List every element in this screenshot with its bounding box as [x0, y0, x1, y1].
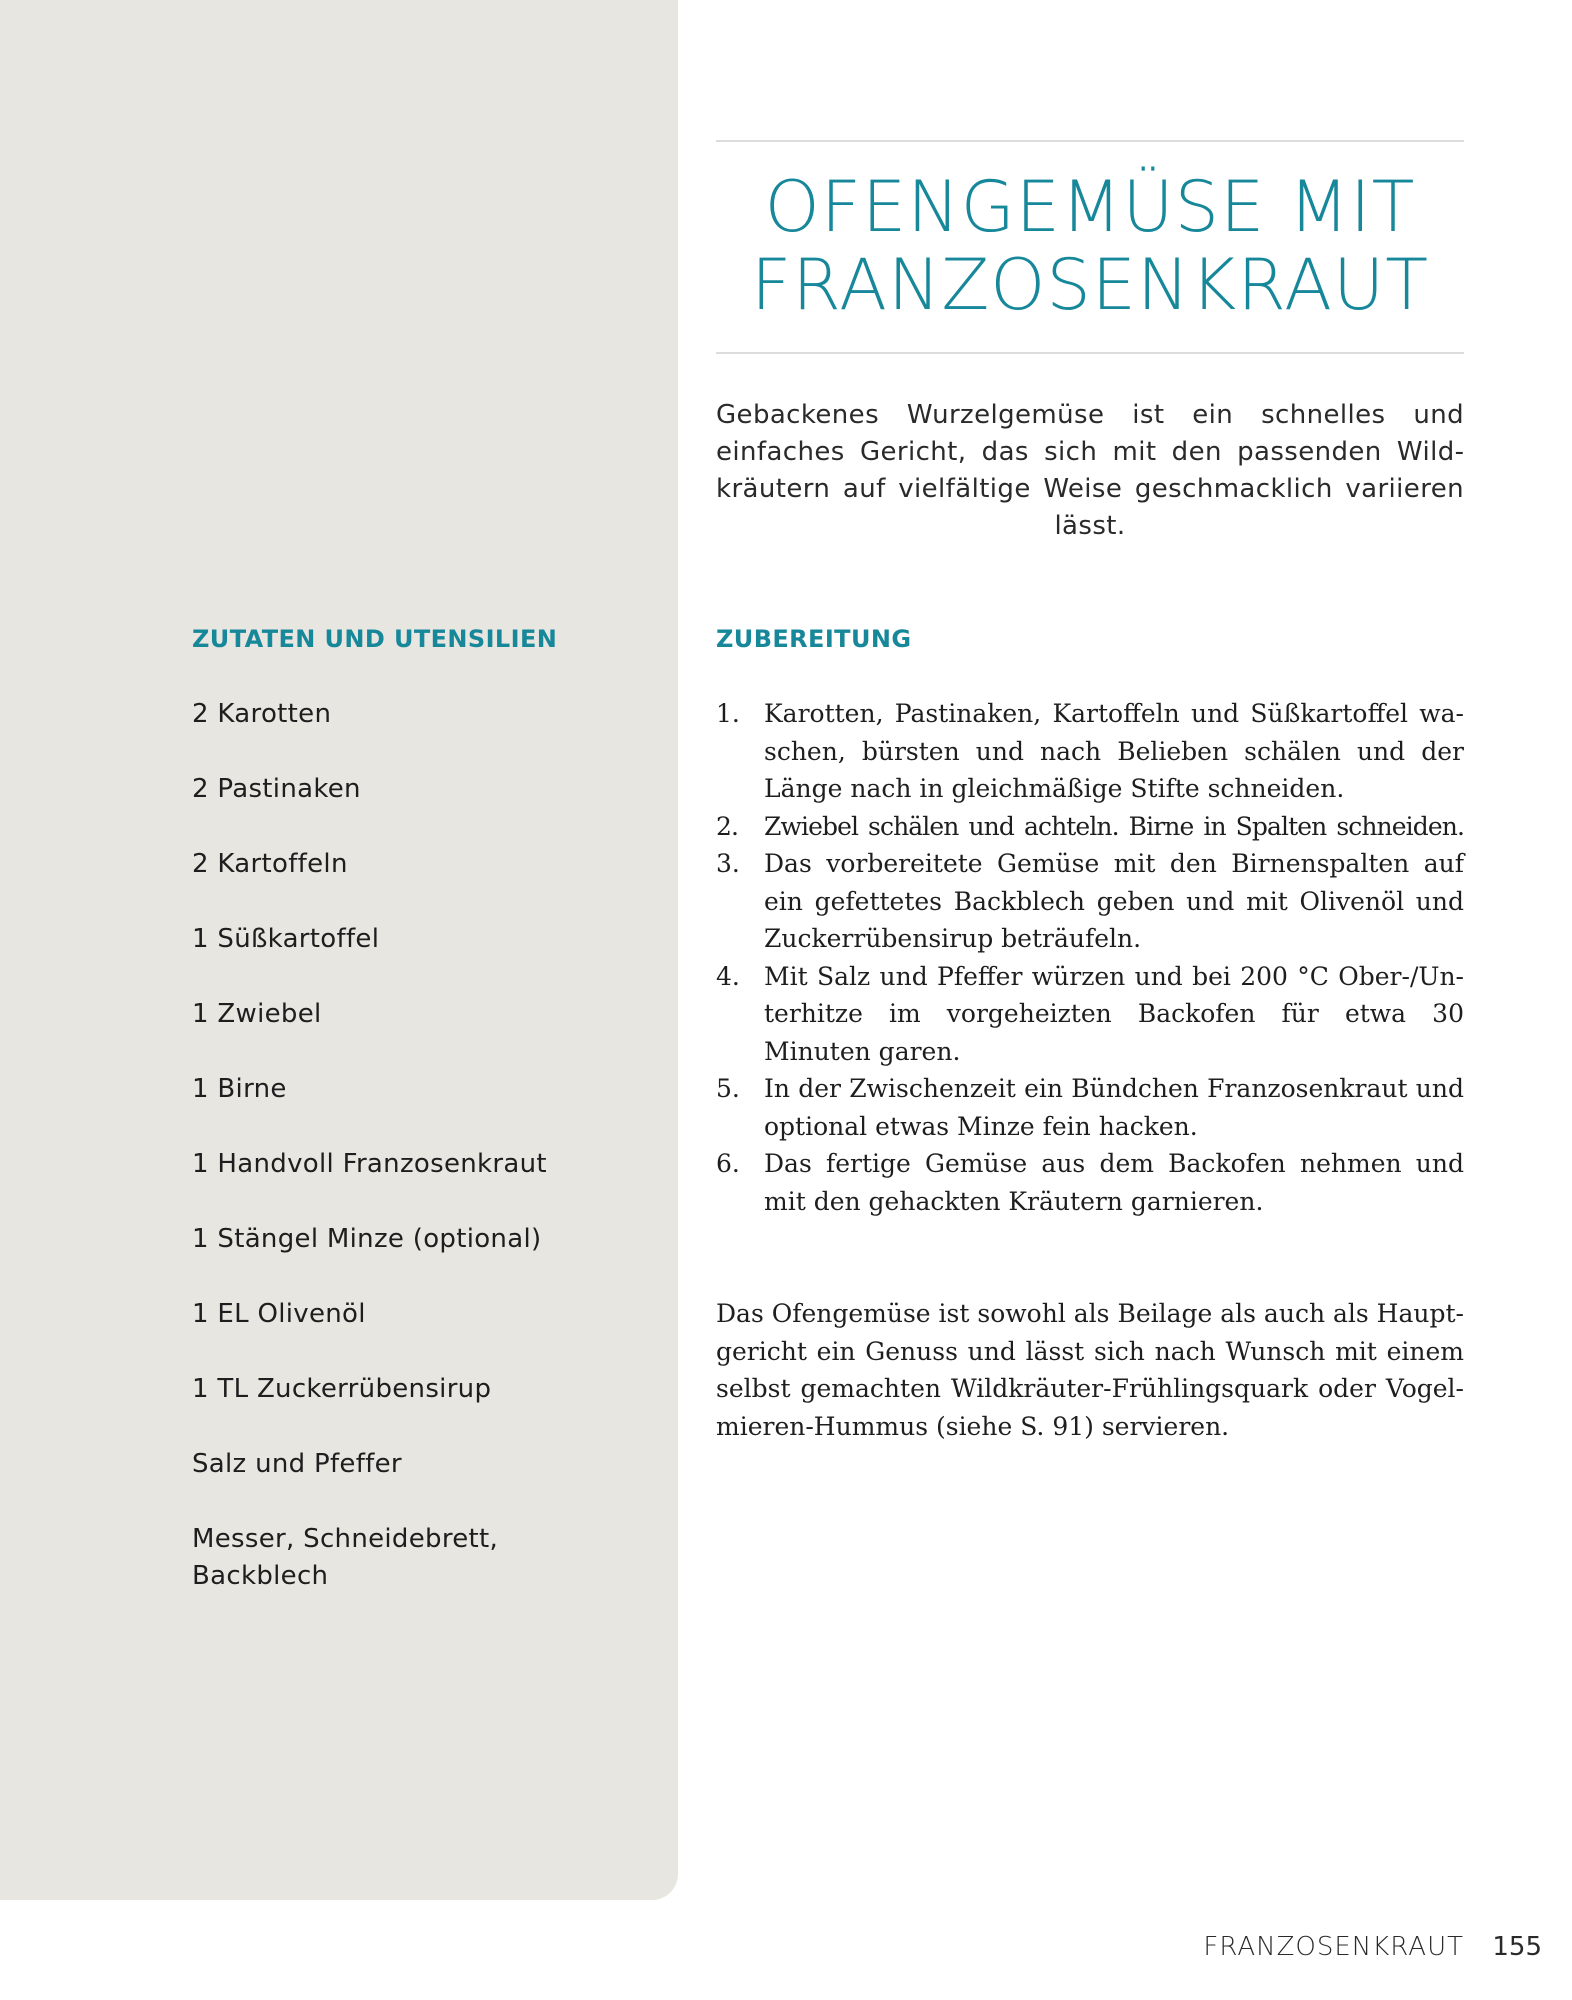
page-number: 155: [1492, 1932, 1542, 1962]
step-number: 3.: [716, 849, 740, 878]
preparation-step: [716, 695, 1464, 808]
step-text: Das fertige Gemüse aus dem Backofen nehmen und mit den gehackten Kräutern garnieren.: [764, 1149, 1464, 1216]
step-text: Das vorbereitete Gemüse mit den Birnenspalten auf ein gefettetes Backblech geben und mit Olivenöl und Zuckerrübensirup beträufeln.: [764, 849, 1464, 953]
footer-section-title: FRANZOSENKRAUT: [1203, 1932, 1464, 1962]
preparation-heading: ZUBEREITUNG: [716, 625, 912, 653]
page-title-line-1: OFENGEMÜSE MIT: [764, 166, 1416, 248]
preparation-step: [716, 1070, 1464, 1145]
step-text: Karotten, Pastinaken, Kartoffeln und Süßkartoffel waschen, bürsten und nach Belieben schälen und der Länge nach in gleichmäßige Stifte schneiden.: [764, 699, 1464, 803]
intro-paragraph: Gebackenes Wurzelgemüse ist ein schnelles und einfaches Gericht, das sich mit den passenden Wildkräutern auf vielfältige Weise geschmacklich variieren lässt.: [716, 400, 1464, 541]
preparation-step: [716, 1145, 1464, 1220]
ingredient-item: 2 Pastinaken: [192, 774, 361, 804]
preparation-step: [716, 808, 1464, 846]
ingredient-item: 2 Kartoffeln: [192, 849, 348, 879]
ingredient-item: Salz und Pfeffer: [192, 1449, 402, 1479]
ingredient-item: 1 Zwiebel: [192, 999, 322, 1029]
ingredient-item: 1 Süßkartoffel: [192, 924, 380, 954]
ingredient-item: 1 Birne: [192, 1074, 287, 1104]
ingredients-heading: ZUTATEN UND UTENSILIEN: [192, 625, 558, 653]
step-text: Mit Salz und Pfeffer würzen und bei 200 °C Ober-/Unterhitze im vorgeheizten Backofen für etwa 30 Minuten garen.: [764, 961, 1464, 1066]
step-text: In der Zwischenzeit ein Bündchen Franzosenkraut und optional etwas Minze fein hacken.: [764, 1074, 1464, 1141]
preparation-step: [716, 845, 1464, 958]
ingredient-item: 1 EL Olivenöl: [192, 1299, 366, 1329]
page-title-line-2: FRANZOSENKRAUT: [751, 244, 1429, 326]
ingredient-item: 2 Karotten: [192, 699, 332, 729]
step-number: 1.: [716, 699, 740, 728]
title-bottom-rule: [716, 352, 1464, 354]
preparation-step: [716, 958, 1464, 1071]
ingredient-item: 1 Stängel Minze (optional): [192, 1224, 542, 1254]
ingredient-item: 1 TL Zuckerrübensirup: [192, 1374, 492, 1404]
step-number: 5.: [716, 1074, 740, 1103]
page-title: [700, 168, 1480, 324]
ingredient-item: 1 Handvoll Franzosenkraut: [192, 1149, 547, 1179]
step-text: Zwiebel schälen und achteln. Birne in Spalten schneiden.: [764, 811, 1464, 841]
serving-note: Das Ofengemüse ist sowohl als Beilage als auch als Hauptgericht ein Genuss und lässt sich nach Wunsch mit einem selbst gemachten Wildkräuter-Frühlingsquark oder Vogelmieren-Hummus (siehe S. 91) servieren.: [716, 1299, 1464, 1441]
step-number: 2.: [716, 811, 739, 841]
title-top-rule: [716, 140, 1464, 142]
ingredient-list: [192, 696, 632, 1633]
step-number: 6.: [716, 1149, 740, 1178]
preparation-steps: [716, 695, 1464, 1220]
ingredient-item-utensils: Messer, Schneidebrett, Backblech: [192, 1524, 499, 1591]
step-number: 4.: [716, 961, 740, 991]
